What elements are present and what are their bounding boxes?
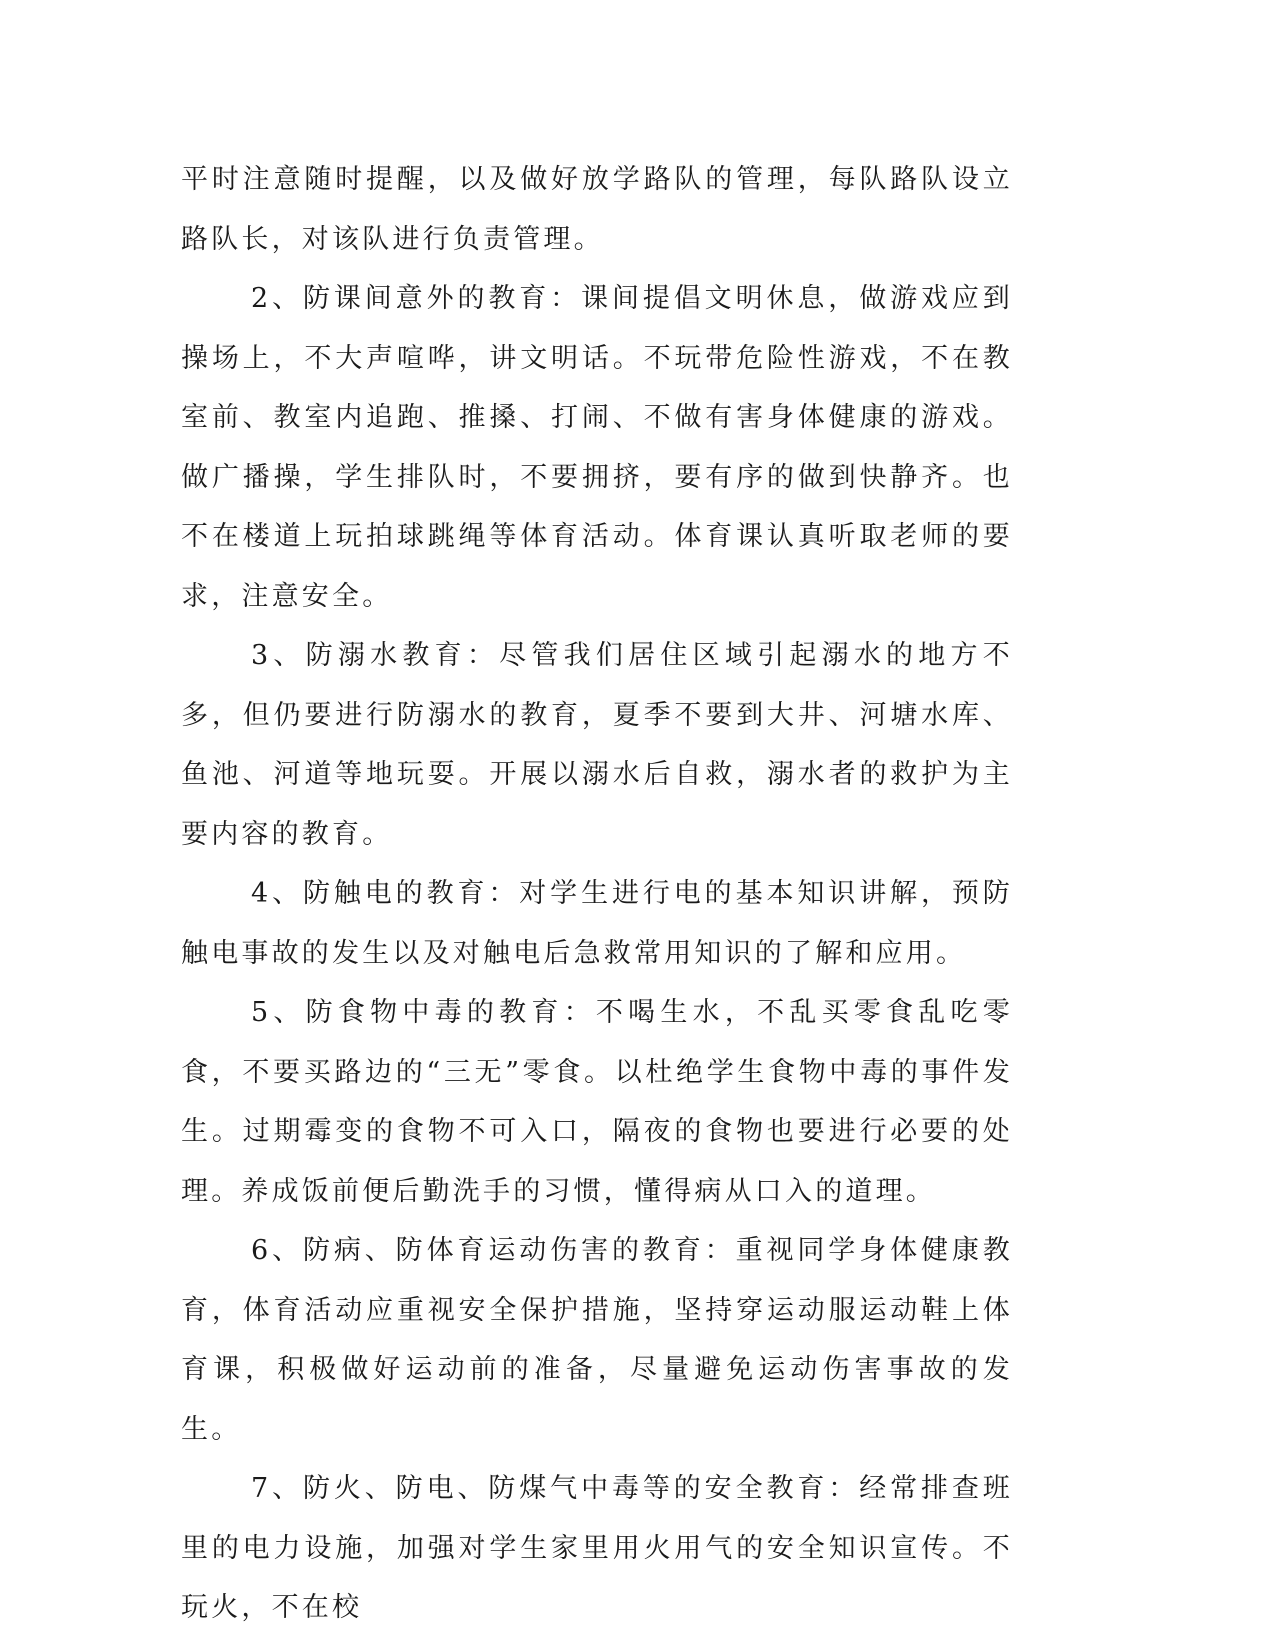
paragraph-electric-shock-prevention: 4、防触电的教育：对学生进行电的基本知识讲解，预防触电事故的发生以及对触电后急救常用知识的了解和应用。 (181, 878, 1013, 969)
paragraph-recess-safety: 2、防课间意外的教育：课间提倡文明休息，做游戏应到操场上，不大声喧哗，讲文明话。不玩带危险性游戏，不在教室前、教室内追跑、推搡、打闹、不做有害身体健康的游戏。做广播操，学生排队时，不要拥挤，要有序的做到快静齐。也不在楼道上玩拍球跳绳等体育活动。体育课认真听取老师的要求，注意安全。 (181, 283, 1013, 612)
paragraph-route-management: 平时注意随时提醒，以及做好放学路队的管理，每队路队设立路队长，对该队进行负责管理。 (181, 164, 1013, 255)
document-page (181, 150, 1013, 1638)
paragraph-fire-gas-safety: 7、防火、防电、防煤气中毒等的安全教育：经常排查班里的电力设施，加强对学生家里用火用气的安全知识宣传。不玩火，不在校 (181, 1473, 1013, 1623)
paragraph-food-poisoning-prevention: 5、防食物中毒的教育：不喝生水，不乱买零食乱吃零食，不要买路边的“三无”零食。以杜绝学生食物中毒的事件发生。过期霉变的食物不可入口，隔夜的食物也要进行必要的处理。养成饭前便后勤洗手的习惯，懂得病从口入的道理。 (181, 997, 1013, 1207)
paragraph-drowning-prevention: 3、防溺水教育：尽管我们居住区域引起溺水的地方不多，但仍要进行防溺水的教育，夏季不要到大井、河塘水库、鱼池、河道等地玩耍。开展以溺水后自救，溺水者的救护为主要内容的教育。 (181, 640, 1013, 850)
paragraph-sports-injury-prevention: 6、防病、防体育运动伤害的教育：重视同学身体健康教育，体育活动应重视安全保护措施，坚持穿运动服运动鞋上体育课，积极做好运动前的准备，尽量避免运动伤害事故的发生。 (181, 1235, 1013, 1445)
